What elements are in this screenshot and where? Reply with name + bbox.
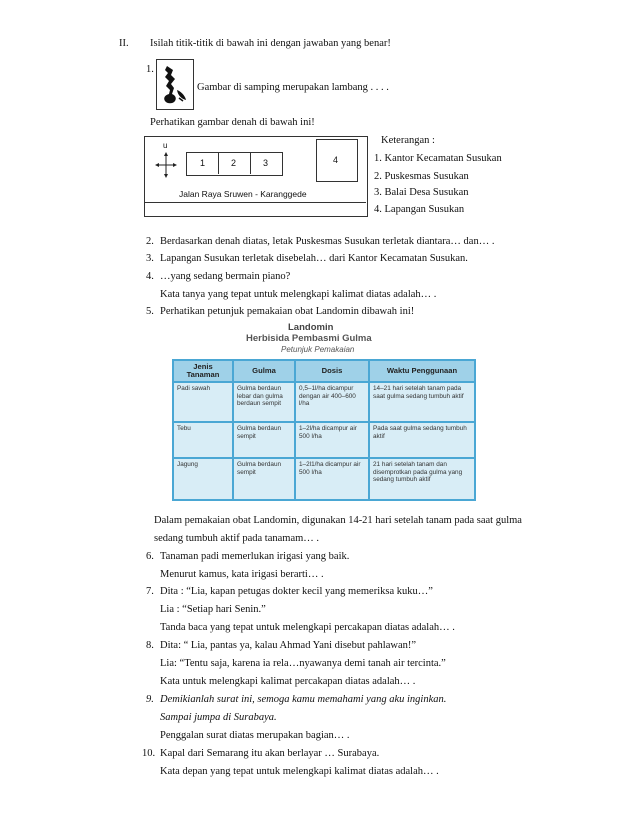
landomin-subtitle: Herbisida Pembasmi Gulma: [246, 333, 372, 344]
question-8-line: Kata untuk melengkapi kalimat percakapan diatas adalah… .: [160, 676, 416, 687]
legend-item: 3. Balai Desa Susukan: [374, 187, 469, 198]
table-cell: Gulma berdaun sempit: [233, 458, 295, 500]
table-cell: Pada saat gulma sedang tumbuh aktif: [369, 422, 475, 458]
landomin-caption: Petunjuk Pemakaian: [281, 345, 355, 354]
table-cell: 14–21 hari setelah tanam pada saat gulma sedang tumbuh aktif: [369, 382, 475, 422]
building-divider-1: [218, 152, 219, 174]
road-label: Jalan Raya Sruwen - Karanggede: [179, 189, 307, 199]
question-9-number: 9.: [146, 694, 154, 705]
question-5-text-line: Dalam pemakaian obat Landomin, digunakan 14-21 hari setelah tanam pada saat gulma: [154, 515, 522, 526]
table-header-cell: Jenis Tanaman: [173, 360, 233, 382]
legend-item: 4. Lapangan Susukan: [374, 204, 465, 215]
building-4-label: 4: [333, 155, 339, 165]
landomin-title: Landomin: [288, 322, 334, 333]
question-7-number: 7.: [146, 586, 154, 597]
legend-title: Keterangan :: [381, 135, 435, 146]
usage-table: [172, 359, 476, 501]
road-line: [144, 202, 366, 203]
table-cell: Tebu: [173, 422, 233, 458]
table-cell: 0,5–1l/ha dicampur dengan air 400–600 l/ha: [295, 382, 369, 422]
table-row: [173, 422, 475, 458]
table-cell: Padi sawah: [173, 382, 233, 422]
table-cell: Gulma berdaun sempit: [233, 422, 295, 458]
table-header-cell: Dosis: [295, 360, 369, 382]
question-10-line: Kapal dari Semarang itu akan berlayar … Surabaya.: [160, 748, 380, 759]
table-header-row: [173, 360, 475, 382]
question-10-number: 10.: [142, 748, 156, 759]
question-2-text: Berdasarkan denah diatas, letak Puskesmas Susukan terletak diantara… dan… .: [160, 236, 495, 247]
question-4-text: …yang sedang bermain piano?: [160, 271, 291, 282]
building-divider-2: [250, 152, 251, 174]
scout-emblem-frame: [156, 59, 194, 110]
question-10-line: Kata depan yang tepat untuk melengkapi kalimat diatas adalah… .: [160, 766, 439, 777]
question-6-number: 6.: [146, 551, 154, 562]
section-instruction: Isilah titik-titik di bawah ini dengan jawaban yang benar!: [150, 38, 391, 49]
building-1-label: 1: [200, 158, 206, 168]
building-2-label: 2: [231, 158, 237, 168]
question-3-number: 3.: [146, 253, 154, 264]
question-7-line: Dita : “Lia, kapan petugas dokter kecil yang memeriksa kuku…”: [160, 586, 433, 597]
question-9-line: Penggalan surat diatas merupakan bagian… .: [160, 730, 350, 741]
question-9-line: Demikianlah surat ini, semoga kamu memahami yang aku inginkan.: [160, 694, 447, 705]
legend-item: 2. Puskesmas Susukan: [374, 171, 469, 182]
table-row: [173, 382, 475, 422]
table-cell: 1–2l/ha dicampur air 500 l/ha: [295, 422, 369, 458]
question-6-line: Menurut kamus, kata irigasi berarti… .: [160, 569, 324, 580]
table-cell: 21 hari setelah tanam dan disemprotkan pada gulma yang sedang tumbuh aktif: [369, 458, 475, 500]
map-instruction: Perhatikan gambar denah di bawah ini!: [150, 117, 315, 128]
question-5-text-line: sedang tumbuh aktif pada tanamam… .: [154, 533, 320, 544]
legend-item: 1. Kantor Kecamatan Susukan: [374, 153, 502, 164]
table-cell: 1–2l1/ha dicampur air 500 l/ha: [295, 458, 369, 500]
question-1-text: Gambar di samping merupakan lambang . . . .: [197, 82, 389, 93]
question-8-line: Dita: “ Lia, pantas ya, kalau Ahmad Yani disebut pahlawan!”: [160, 640, 417, 651]
question-8-number: 8.: [146, 640, 154, 651]
compass-cross-icon: [155, 152, 177, 178]
question-8-line: Lia: “Tentu saja, karena ia rela…nyawanya demi tanah air tercinta.”: [160, 658, 446, 669]
question-3-text: Lapangan Susukan terletak disebelah… dari Kantor Kecamatan Susukan.: [160, 253, 468, 264]
question-5-text: Perhatikan petunjuk pemakaian obat Landomin dibawah ini!: [160, 306, 415, 317]
question-2-number: 2.: [146, 236, 154, 247]
tunas-kelapa-icon: [157, 60, 193, 109]
table-row: [173, 458, 475, 500]
table-header-cell: Gulma: [233, 360, 295, 382]
question-9-line: Sampai jumpa di Surabaya.: [160, 712, 277, 723]
question-6-line: Tanaman padi memerlukan irigasi yang baik.: [160, 551, 350, 562]
question-4-subtext: Kata tanya yang tepat untuk melengkapi kalimat diatas adalah… .: [160, 289, 437, 300]
compass-north-label: u: [163, 141, 168, 150]
question-7-line: Lia : “Setiap hari Senin.”: [160, 604, 266, 615]
question-1-number: 1.: [146, 64, 154, 75]
question-4-number: 4.: [146, 271, 154, 282]
table-header-cell: Waktu Penggunaan: [369, 360, 475, 382]
question-7-line: Tanda baca yang tepat untuk melengkapi percakapan diatas adalah… .: [160, 622, 455, 633]
table-cell: Gulma berdaun lebar dan gulma berdaun sempit: [233, 382, 295, 422]
table-cell: Jagung: [173, 458, 233, 500]
building-3-label: 3: [263, 158, 269, 168]
section-number: II.: [119, 38, 129, 49]
question-5-number: 5.: [146, 306, 154, 317]
